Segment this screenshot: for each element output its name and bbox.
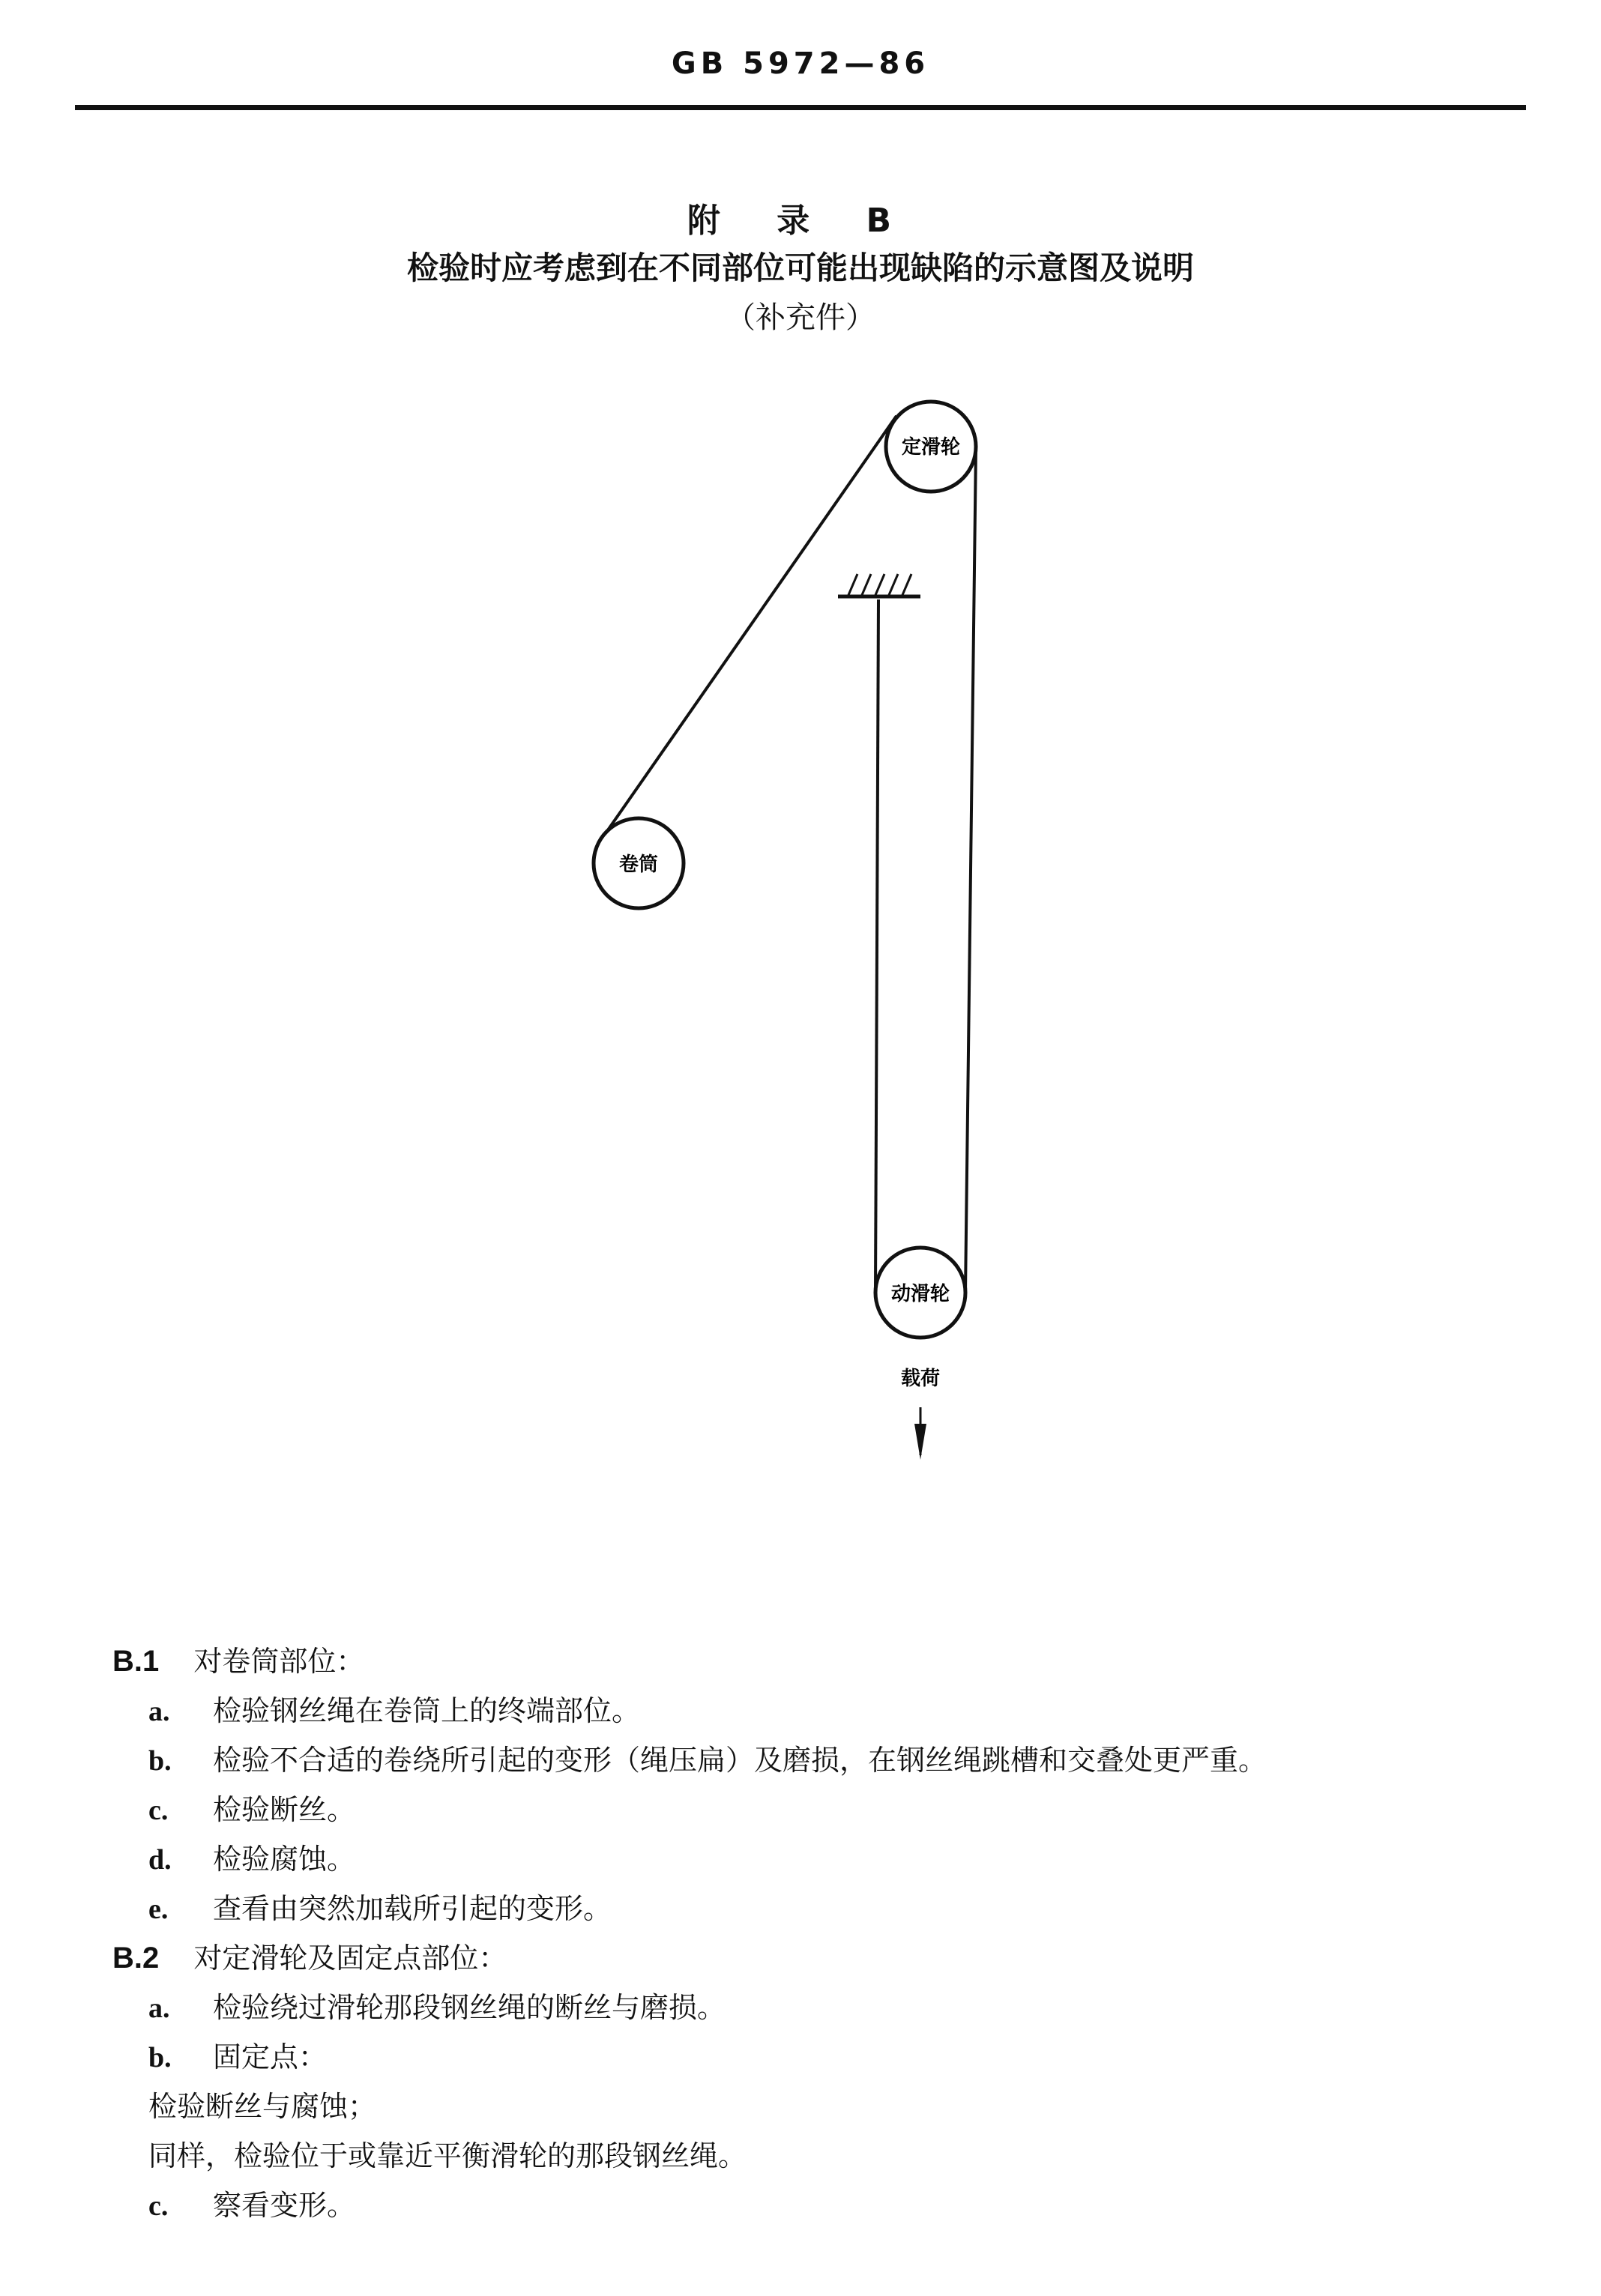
section-number: B.2 [112, 1942, 160, 1975]
section-title: 对定滑轮及固定点部位： [193, 1942, 507, 1975]
list-item: d. 检验腐蚀。 [148, 1843, 356, 1876]
moving-pulley-label: 动滑轮 [890, 1283, 950, 1305]
appendix-note: （补充件） [726, 300, 875, 335]
section-heading [112, 1935, 507, 1976]
appendix-title: 附 录 B [687, 202, 914, 240]
fixed-anchor [838, 574, 920, 596]
load-label: 载荷 [900, 1368, 941, 1390]
section-heading [112, 1638, 364, 1679]
sub-line: 检验断丝与腐蚀； [148, 2090, 377, 2123]
list-item: a. 检验钢丝绳在卷筒上的终端部位。 [148, 1694, 641, 1727]
sub-line: 同样，检验位于或靠近平衡滑轮的那段钢丝绳。 [148, 2139, 747, 2172]
rope-left-segment [875, 599, 878, 1290]
list-item: a. 检验绕过滑轮那段钢丝绳的断丝与磨损。 [148, 1991, 726, 2024]
section-number: B.1 [112, 1645, 160, 1678]
list-item: b. 固定点： [148, 2040, 328, 2073]
document-code: GB 5972—86 [671, 46, 930, 81]
load-arrow [914, 1407, 926, 1460]
fixed-pulley-label: 定滑轮 [901, 436, 961, 459]
appendix-subtitle: 检验时应考虑到在不同部位可能出现缺陷的示意图及说明 [406, 250, 1194, 286]
section-title: 对卷筒部位： [193, 1645, 365, 1678]
rope-right-segment [965, 448, 976, 1293]
list-item: c. 检验断丝。 [148, 1793, 356, 1826]
list-item: b. 检验不合适的卷绕所引起的变形（绳压扁）及磨损，在钢丝绳跳槽和交叠处更严重。 [148, 1744, 1267, 1777]
list-item: c. 察看变形。 [148, 2189, 356, 2222]
list-item: e. 查看由突然加载所引起的变形。 [148, 1892, 612, 1925]
drum-label: 卷筒 [618, 854, 659, 876]
rope-drum-to-pulley [606, 416, 896, 833]
